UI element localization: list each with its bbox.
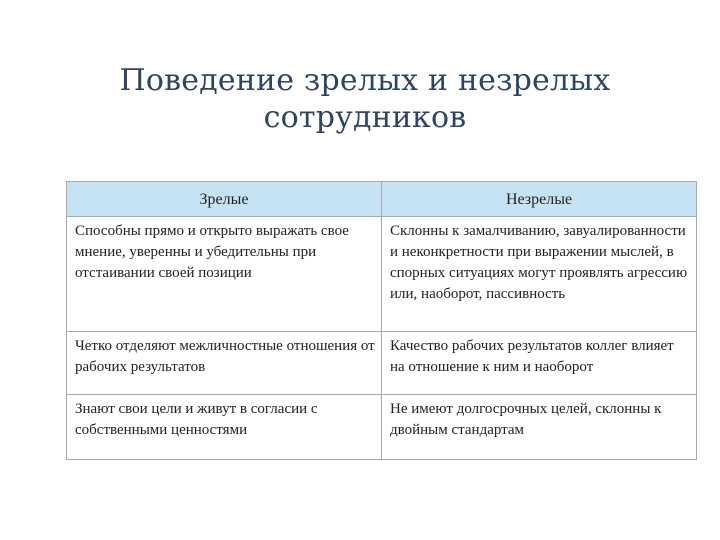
header-immature: Незрелые	[382, 182, 697, 217]
table-cell-mature: Способны прямо и открыто выражать свое мнение, уверенны и убедительны при отстаивании своей позиции	[67, 217, 382, 332]
table-row	[67, 217, 697, 332]
table-cell-mature: Знают свои цели и живут в согласии с собственными ценностями	[67, 395, 382, 460]
table-cell-immature: Качество рабочих результатов коллег влияет на отношение к ним и наоборот	[382, 332, 697, 395]
table-cell-mature: Четко отделяют межличностные отношения от рабочих результатов	[67, 332, 382, 395]
table-cell-immature: Склонны к замалчиванию, завуалированности и неконкретности при выражении мыслей, в спорных ситуациях могут проявлять агрессию или, наоборот, пассивность	[382, 217, 697, 332]
header-mature: Зрелые	[67, 182, 382, 217]
comparison-table	[66, 181, 697, 460]
table-row	[67, 332, 697, 395]
table-header-row	[67, 182, 697, 217]
table-row	[67, 395, 697, 460]
slide-title-line-1: Поведение зрелых и незрелых	[119, 63, 611, 98]
table-cell-immature: Не имеют долгосрочных целей, склонны к двойным стандартам	[382, 395, 697, 460]
slide-title	[80, 62, 650, 136]
slide-title-line-2: сотрудников	[263, 100, 467, 135]
